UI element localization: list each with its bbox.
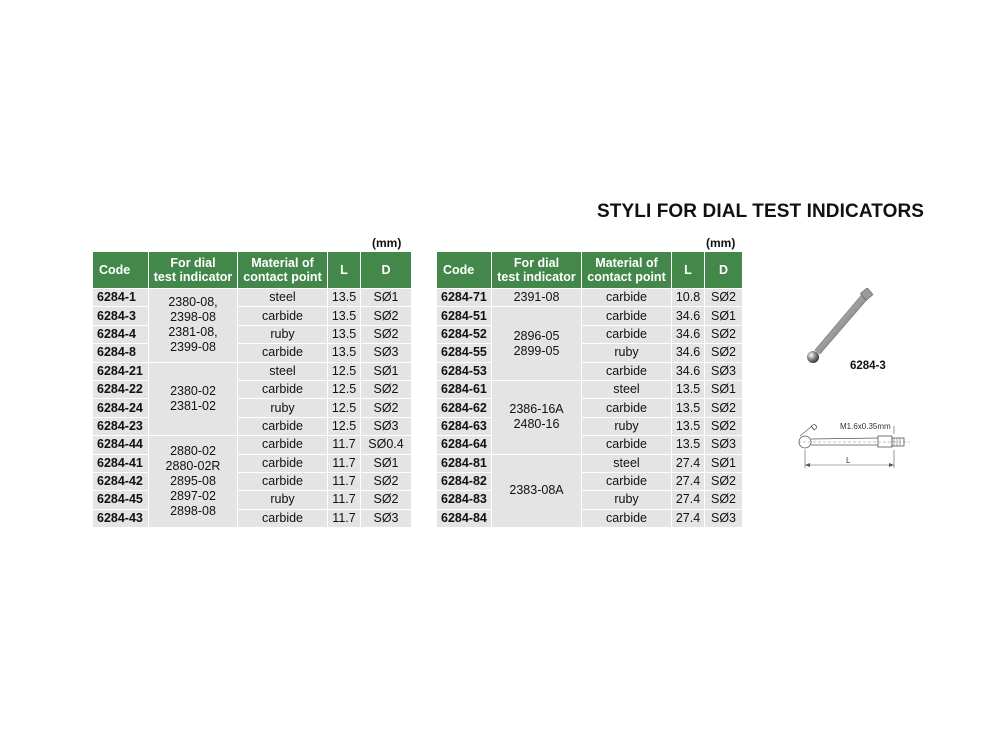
material-cell: carbide: [582, 472, 672, 490]
code-cell: 6284-53: [437, 362, 492, 380]
header-diameter: D: [361, 252, 412, 289]
diameter-cell: SØ1: [361, 362, 412, 380]
material-cell: carbide: [238, 472, 328, 490]
text-line: 2899-05: [513, 343, 560, 358]
table-row: [93, 454, 412, 472]
table-row: [93, 436, 412, 454]
length-cell: 13.5: [672, 380, 705, 398]
text-line: 2381-08,: [168, 325, 218, 340]
material-cell: carbide: [238, 436, 328, 454]
diameter-cell: SØ1: [361, 289, 412, 307]
code-cell: 6284-41: [93, 454, 149, 472]
code-cell: 6284-21: [93, 362, 149, 380]
material-cell: carbide: [238, 307, 328, 325]
length-cell: 12.5: [328, 380, 361, 398]
table-row: [93, 472, 412, 490]
diameter-cell: SØ2: [361, 325, 412, 343]
code-cell: 6284-84: [437, 509, 492, 527]
table-row: [437, 509, 743, 527]
stylus-photo: [800, 288, 880, 368]
length-cell: 10.8: [672, 289, 705, 307]
diameter-cell: SØ0.4: [361, 436, 412, 454]
table-row: [93, 509, 412, 527]
code-cell: 6284-45: [93, 491, 149, 509]
diameter-cell: SØ2: [361, 399, 412, 417]
code-cell: 6284-3: [93, 307, 149, 325]
table-row: [437, 307, 743, 325]
length-cell: 11.7: [328, 491, 361, 509]
diameter-cell: SØ2: [705, 289, 743, 307]
material-cell: ruby: [238, 491, 328, 509]
diameter-cell: SØ3: [361, 344, 412, 362]
diameter-cell: SØ2: [705, 491, 743, 509]
indicator-cell: [149, 362, 238, 436]
diameter-cell: SØ1: [361, 454, 412, 472]
code-cell: 6284-22: [93, 380, 149, 398]
diameter-cell: SØ2: [361, 307, 412, 325]
unit-label-left: (mm): [372, 236, 402, 250]
indicator-cell: [149, 436, 238, 528]
code-cell: 6284-82: [437, 472, 492, 490]
material-cell: ruby: [238, 399, 328, 417]
table-row: [437, 436, 743, 454]
diameter-cell: SØ3: [361, 417, 412, 435]
material-cell: carbide: [582, 307, 672, 325]
diameter-cell: SØ2: [361, 472, 412, 490]
code-cell: 6284-63: [437, 417, 492, 435]
code-cell: 6284-81: [437, 454, 492, 472]
text-line: test indicator: [497, 270, 576, 284]
length-cell: 13.5: [328, 307, 361, 325]
text-line: 2383-08A: [509, 483, 564, 498]
table-row: [437, 399, 743, 417]
header-diameter: D: [705, 252, 743, 289]
text-line: 2895-08: [170, 474, 216, 489]
header-code: Code: [93, 252, 149, 289]
length-cell: 13.5: [328, 344, 361, 362]
table-row: [437, 380, 743, 398]
material-cell: carbide: [238, 454, 328, 472]
table-row: [437, 491, 743, 509]
header-code: Code: [437, 252, 492, 289]
length-cell: 13.5: [328, 325, 361, 343]
styli-table-right: [436, 251, 743, 528]
indicator-cell: [492, 289, 582, 307]
page-title: STYLI FOR DIAL TEST INDICATORS: [597, 201, 925, 222]
length-cell: 34.6: [672, 307, 705, 325]
code-cell: 6284-64: [437, 436, 492, 454]
length-cell: 11.7: [328, 436, 361, 454]
indicator-cell: [492, 307, 582, 381]
material-cell: carbide: [582, 325, 672, 343]
length-cell: 27.4: [672, 491, 705, 509]
material-cell: ruby: [238, 325, 328, 343]
code-cell: 6284-42: [93, 472, 149, 490]
table-row: [93, 344, 412, 362]
text-line: 2896-05: [513, 328, 560, 343]
material-cell: carbide: [238, 417, 328, 435]
table-row: [437, 417, 743, 435]
code-cell: 6284-1: [93, 289, 149, 307]
code-cell: 6284-44: [93, 436, 149, 454]
text-line: 2380-02: [170, 383, 216, 398]
length-cell: 34.6: [672, 325, 705, 343]
length-cell: 12.5: [328, 417, 361, 435]
table-row: [93, 307, 412, 325]
diameter-cell: SØ2: [361, 491, 412, 509]
header-indicator: [492, 252, 582, 289]
table-row: [93, 325, 412, 343]
table-row: [93, 362, 412, 380]
length-cell: 12.5: [328, 362, 361, 380]
header-material: [582, 252, 672, 289]
diameter-cell: SØ2: [361, 380, 412, 398]
length-cell: 11.7: [328, 454, 361, 472]
material-cell: carbide: [582, 362, 672, 380]
table-row: [437, 344, 743, 362]
styli-table-left: [92, 251, 412, 528]
diameter-cell: SØ1: [705, 454, 743, 472]
diameter-cell: SØ1: [705, 307, 743, 325]
material-cell: ruby: [582, 344, 672, 362]
length-cell: 27.4: [672, 472, 705, 490]
code-cell: 6284-51: [437, 307, 492, 325]
diameter-cell: SØ3: [361, 509, 412, 527]
text-line: 2391-08: [513, 290, 560, 305]
diameter-cell: SØ3: [705, 362, 743, 380]
material-cell: steel: [238, 362, 328, 380]
diagram-d-label: D: [809, 421, 820, 433]
table-row: [437, 289, 743, 307]
header-row: [437, 252, 743, 289]
length-cell: 13.5: [672, 436, 705, 454]
code-cell: 6284-4: [93, 325, 149, 343]
material-cell: carbide: [582, 399, 672, 417]
material-cell: ruby: [582, 417, 672, 435]
text-line: Material of: [595, 256, 658, 270]
table-row: [93, 399, 412, 417]
table-row: [437, 454, 743, 472]
text-line: 2380-08,: [168, 295, 218, 310]
length-cell: 13.5: [672, 399, 705, 417]
header-length: L: [672, 252, 705, 289]
table-row: [437, 472, 743, 490]
header-length: L: [328, 252, 361, 289]
length-cell: 11.7: [328, 472, 361, 490]
length-cell: 27.4: [672, 509, 705, 527]
diagram-thread-label: M1.6x0.35mm: [840, 422, 891, 431]
stylus-dimension-diagram: [790, 412, 920, 476]
material-cell: carbide: [238, 344, 328, 362]
code-cell: 6284-52: [437, 325, 492, 343]
code-cell: 6284-55: [437, 344, 492, 362]
text-line: 2897-02: [170, 489, 216, 504]
text-line: 2880-02R: [165, 459, 221, 474]
header-material: [238, 252, 328, 289]
code-cell: 6284-24: [93, 399, 149, 417]
diameter-cell: SØ2: [705, 399, 743, 417]
code-cell: 6284-62: [437, 399, 492, 417]
material-cell: carbide: [582, 436, 672, 454]
diameter-cell: SØ1: [705, 380, 743, 398]
length-cell: 13.5: [328, 289, 361, 307]
text-line: 2386-16A: [509, 402, 564, 417]
table-row: [93, 417, 412, 435]
material-cell: carbide: [582, 289, 672, 307]
diameter-cell: SØ3: [705, 436, 743, 454]
indicator-cell: [492, 380, 582, 454]
diameter-cell: SØ2: [705, 344, 743, 362]
table-row: [93, 491, 412, 509]
text-line: 2399-08: [170, 340, 216, 355]
table-row: [93, 289, 412, 307]
length-cell: 11.7: [328, 509, 361, 527]
diameter-cell: SØ2: [705, 325, 743, 343]
code-cell: 6284-43: [93, 509, 149, 527]
code-cell: 6284-23: [93, 417, 149, 435]
material-cell: carbide: [238, 509, 328, 527]
text-line: 2381-02: [170, 398, 216, 413]
material-cell: steel: [582, 454, 672, 472]
diameter-cell: SØ3: [705, 509, 743, 527]
text-line: 2880-02: [170, 444, 216, 459]
text-line: Material of: [251, 256, 314, 270]
text-line: 2398-08: [170, 310, 216, 325]
code-cell: 6284-83: [437, 491, 492, 509]
header-row: [93, 252, 412, 289]
material-cell: carbide: [582, 509, 672, 527]
text-line: 2898-08: [170, 504, 216, 519]
material-cell: steel: [238, 289, 328, 307]
material-cell: carbide: [238, 380, 328, 398]
code-cell: 6284-61: [437, 380, 492, 398]
material-cell: steel: [582, 380, 672, 398]
indicator-cell: [492, 454, 582, 528]
diameter-cell: SØ2: [705, 472, 743, 490]
material-cell: ruby: [582, 491, 672, 509]
length-cell: 34.6: [672, 362, 705, 380]
table-row: [437, 325, 743, 343]
table-row: [93, 380, 412, 398]
diagram-l-label: L: [846, 456, 851, 465]
text-line: For dial: [170, 256, 216, 270]
length-cell: 13.5: [672, 417, 705, 435]
table-row: [437, 362, 743, 380]
text-line: For dial: [513, 256, 560, 270]
code-cell: 6284-8: [93, 344, 149, 362]
text-line: 2480-16: [513, 417, 560, 432]
code-cell: 6284-71: [437, 289, 492, 307]
length-cell: 34.6: [672, 344, 705, 362]
text-line: contact point: [243, 270, 322, 284]
length-cell: 27.4: [672, 454, 705, 472]
indicator-cell: [149, 289, 238, 363]
diameter-cell: SØ2: [705, 417, 743, 435]
length-cell: 12.5: [328, 399, 361, 417]
header-indicator: [149, 252, 238, 289]
photo-caption: 6284-3: [850, 360, 886, 372]
text-line: contact point: [587, 270, 666, 284]
unit-label-right: (mm): [706, 236, 736, 250]
text-line: test indicator: [153, 270, 233, 284]
